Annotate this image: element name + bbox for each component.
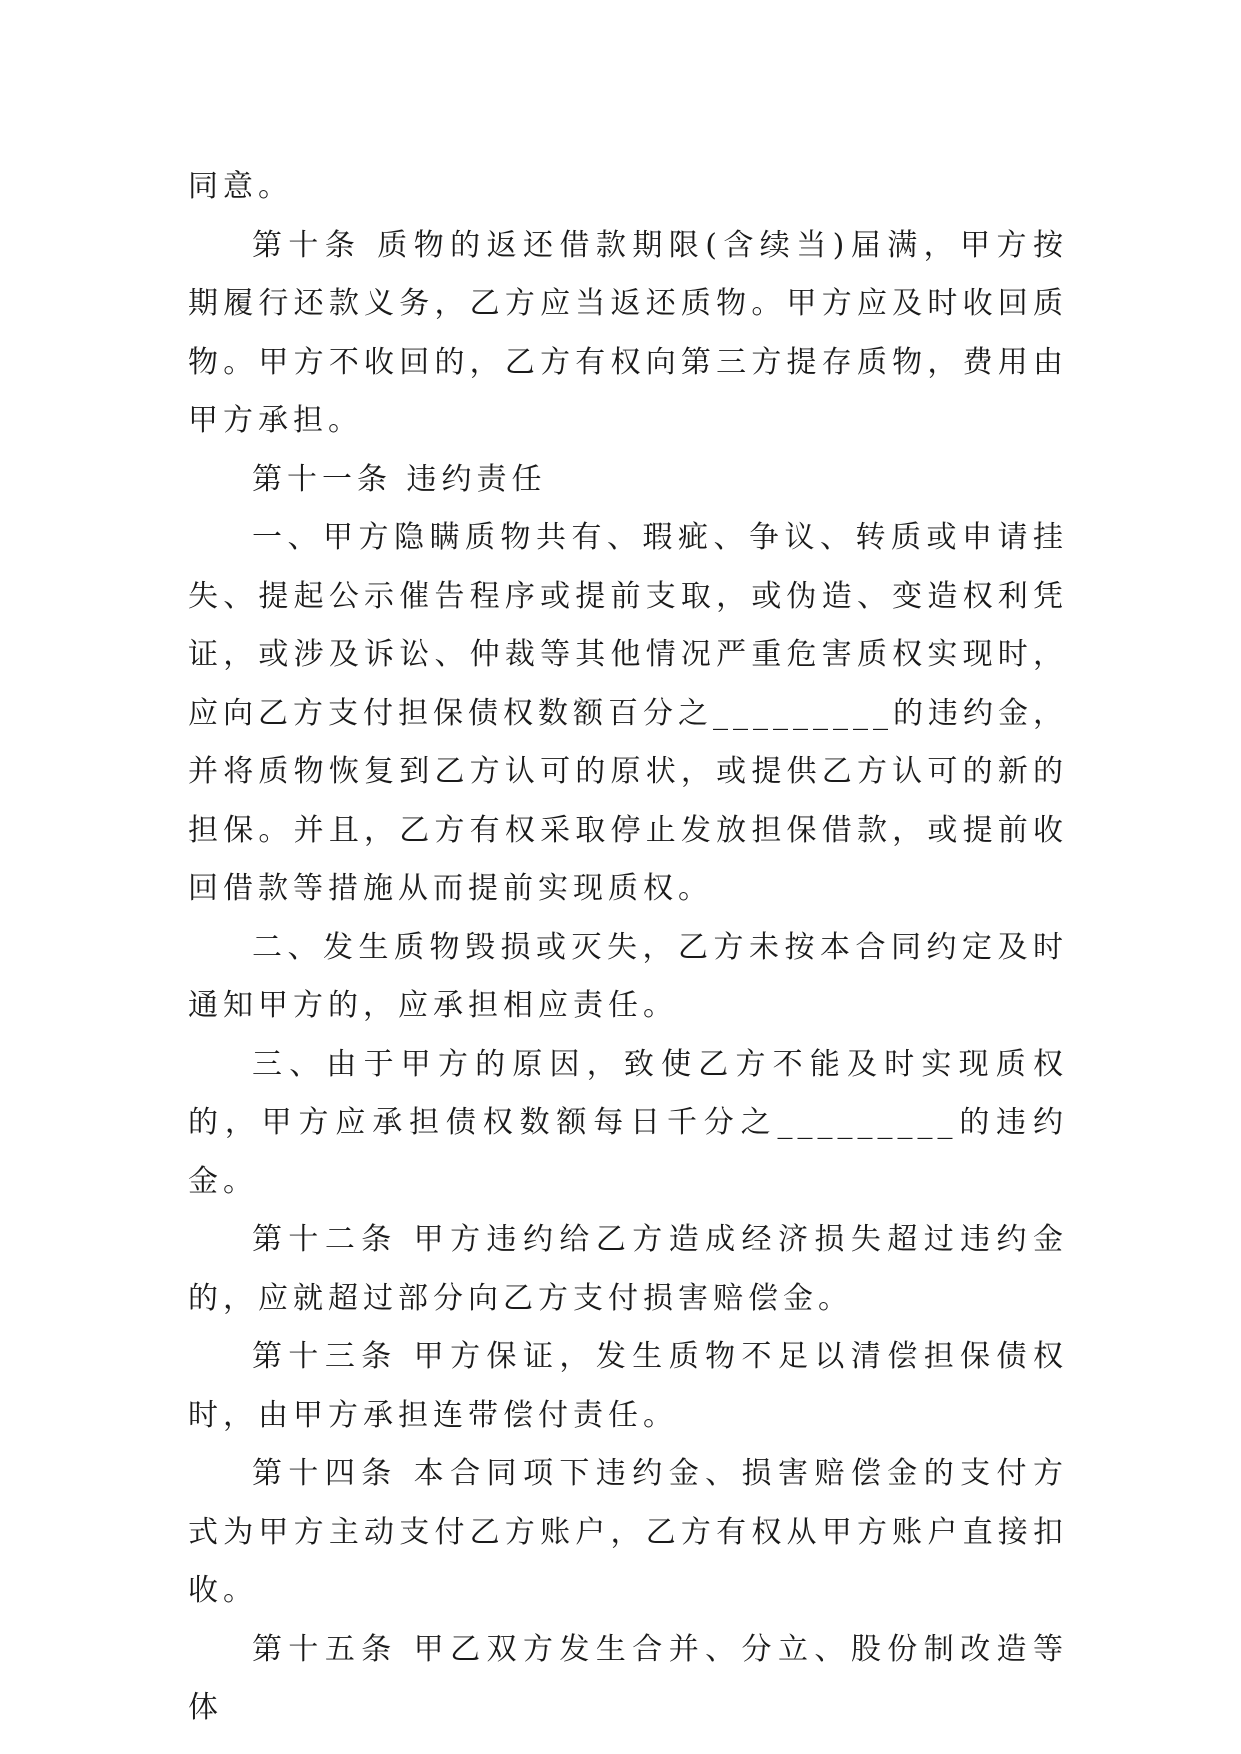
paragraph-article-11-item-2: 二、发生质物毁损或灭失，乙方未按本合同约定及时通知甲方的，应承担相应责任。 [188,929,1068,1023]
paragraph-continuation: 同意。 [188,169,293,204]
heading-article-11: 第十一条 违约责任 [252,461,547,497]
paragraph-article-14: 第十四条 本合同项下违约金、损害赔偿金的支付方式为甲方主动支付乙方账户，乙方有权从甲方账户直接扣收。 [188,1456,1068,1608]
paragraph-article-10: 第十条 质物的返还借款期限(含续当)届满，甲方按期履行还款义务，乙方应当返还质物。甲方应及时收回质物。甲方不收回的，乙方有权向第三方提存质物，费用由甲方承担。 [188,227,1068,438]
paragraph-article-11-item-3: 三、由于甲方的原因，致使乙方不能及时实现质权的，甲方应承担债权数额每日千分之_________的违约金。 [188,1046,1068,1199]
document-body [188,158,1068,1738]
paragraph-article-11-item-1: 一、甲方隐瞒质物共有、瑕疵、争议、转质或申请挂失、提起公示催告程序或提前支取，或伪造、变造权利凭证，或涉及诉讼、仲裁等其他情况严重危害质权实现时，应向乙方支付担保债权数额百分之_________的违约金，并将质物恢复到乙方认可的原状，或提供乙方认可的新的担保。并且，乙方有权采取停止发放担保借款，或提前收回借款等措施从而提前实现质权。 [188,520,1068,906]
paragraph-article-15: 第十五条 甲乙双方发生合并、分立、股份制改造等体 [188,1631,1068,1725]
paragraph-article-12: 第十二条 甲方违约给乙方造成经济损失超过违约金的，应就超过部分向乙方支付损害赔偿金。 [188,1222,1068,1316]
paragraph-article-13: 第十三条 甲方保证，发生质物不足以清偿担保债权时，由甲方承担连带偿付责任。 [188,1339,1068,1433]
